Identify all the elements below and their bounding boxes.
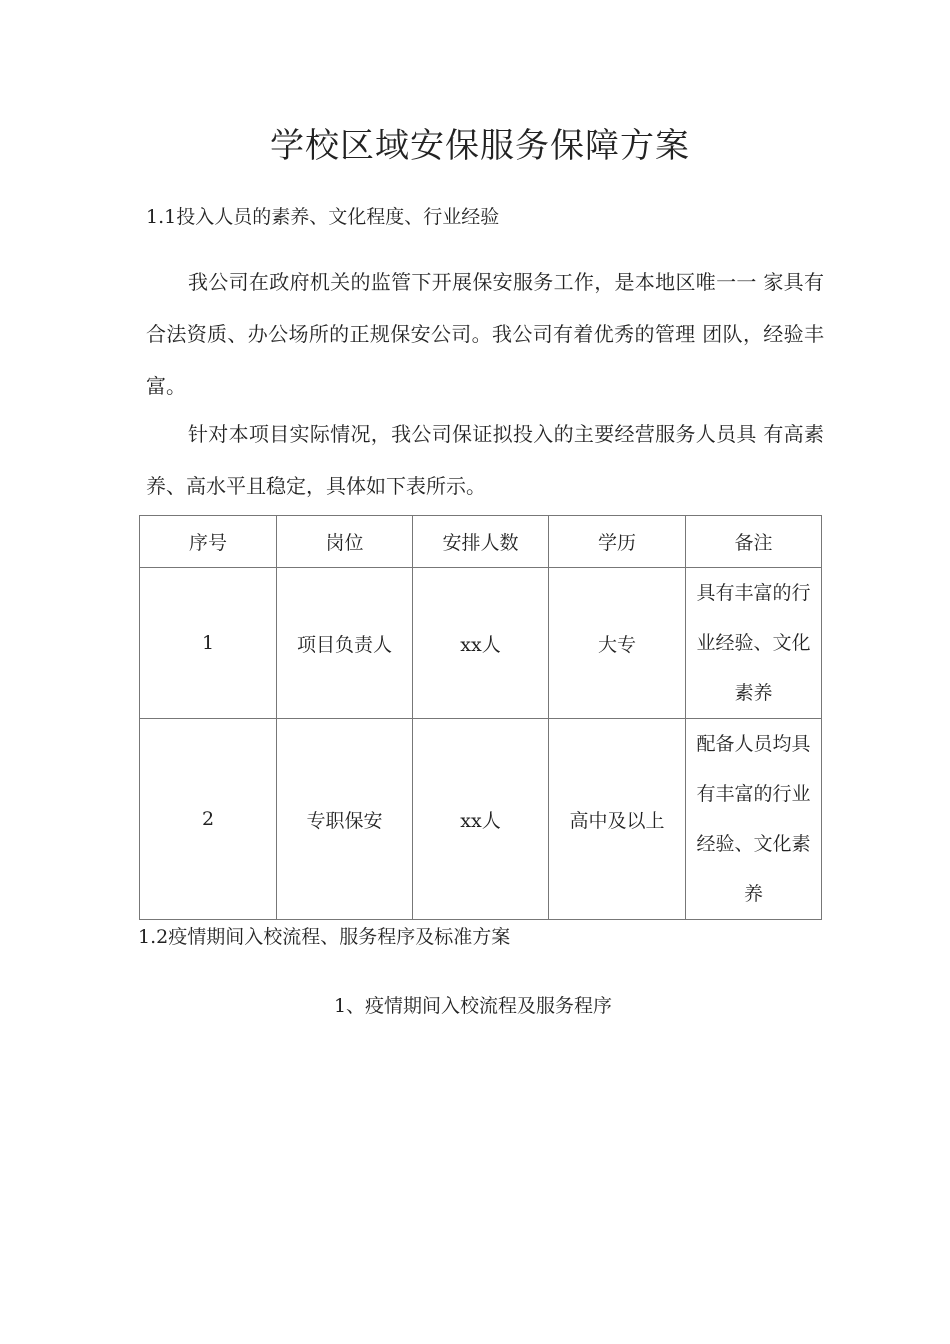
cell-count: xx人 (413, 719, 549, 920)
table-row (140, 568, 822, 719)
table-row (140, 719, 822, 920)
cell-position: 项目负责人 (277, 568, 413, 719)
section-heading-1-2: 1.2疫情期间入校流程、服务程序及标准方案 (138, 926, 511, 948)
section-heading-1-1: 1.1投入人员的素养、文化程度、行业经验 (146, 206, 500, 228)
cell-education: 大专 (549, 568, 686, 719)
cell-position: 专职保安 (277, 719, 413, 920)
cell-no: 1 (140, 568, 277, 719)
header-no: 序号 (140, 516, 277, 568)
document-title: 学校区域安保服务保障方案 (270, 126, 690, 166)
cell-education: 高中及以上 (549, 719, 686, 920)
commitment-paragraph: 针对本项目实际情况，我公司保证拟投入的主要经营服务人员具 有高素养、高水平且稳定，具体如下表所示。 (146, 422, 824, 498)
header-education: 学历 (549, 516, 686, 568)
header-remark: 备注 (686, 516, 822, 568)
cell-no: 2 (140, 719, 277, 920)
cell-remark: 配备人员均具有丰富的行业经验、文化素养 (686, 719, 822, 920)
table-header-row (140, 516, 822, 568)
cell-count: xx人 (413, 568, 549, 719)
staffing-table (139, 515, 822, 920)
subsection-heading: 1、疫情期间入校流程及服务程序 (333, 995, 613, 1017)
header-position: 岗位 (277, 516, 413, 568)
intro-paragraph: 我公司在政府机关的监管下开展保安服务工作，是本地区唯一一 家具有合法资质、办公场所的正规保安公司。我公司有着优秀的管理 团队，经验丰富。 (146, 270, 824, 398)
cell-remark: 具有丰富的行业经验、文化素养 (686, 568, 822, 719)
header-count: 安排人数 (413, 516, 549, 568)
